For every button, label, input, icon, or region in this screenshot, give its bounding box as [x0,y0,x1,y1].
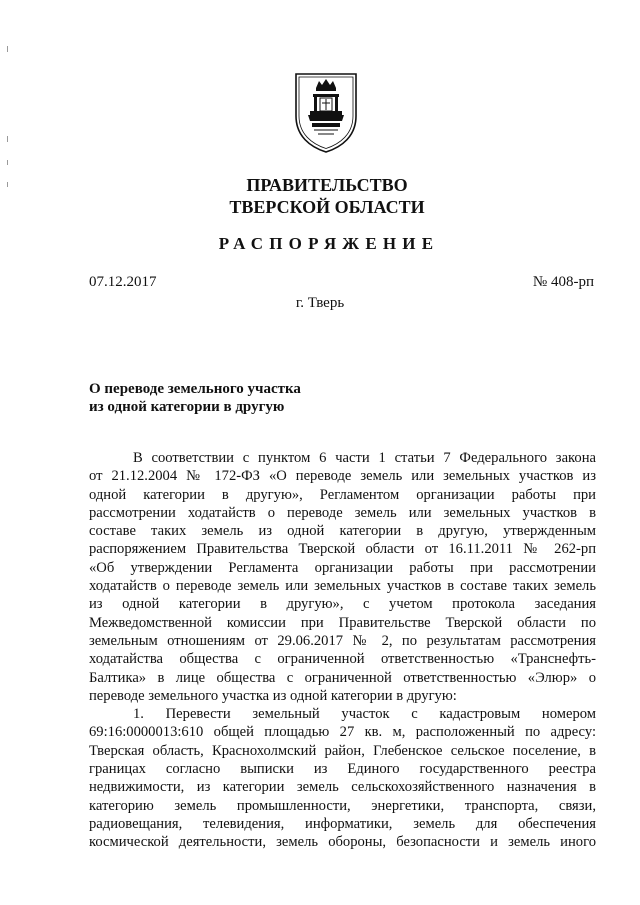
body-line: от 21.12.2004 № 172-ФЗ «О переводе земель или земельных участков из [89,468,596,485]
body-line: переводе земельного участка из одной категории в другую: [89,687,457,704]
body-line: радиовещания, телевидения, информатики, земель для обеспечения [89,815,596,832]
subject-line: О переводе земельного участка [89,381,301,397]
body-line: недвижимости, из категории земель сельскохозяйственного назначения в [89,779,596,796]
body-line: «Об утверждении Регламента организации работы при рассмотрении [89,559,596,576]
document-subject [89,380,389,416]
organization-title-line: ТВЕРСКОЙ ОБЛАСТИ [229,197,425,217]
body-line: одной категории в другую», Регламентом организации работы при [89,486,596,503]
document-date: 07.12.2017 [89,274,157,290]
scan-edge-mark [7,46,8,52]
document-city: г. Тверь [295,295,345,311]
coat-of-arms-icon [292,70,360,154]
body-line: рассмотрении ходатайств о переводе земель или земельных участков в [89,504,596,521]
body-line: Балтика» в лице общества с ограниченной ответственностью «Элюр» о [89,669,596,686]
document-type: РАСПОРЯЖЕНИЕ [218,234,440,253]
body-line: ходатайств о переводе земель или земельных участков в составе таких земель [89,578,596,595]
organization-title [0,174,640,218]
body-line: 69:16:0000013:610 общей площадью 27 кв. м, расположенный по адресу: [89,724,596,741]
scan-edge-mark [7,136,8,142]
body-line: составе таких земель из одной категории в другую, утвержденным [89,523,596,540]
scan-edge-mark [7,160,8,165]
organization-title-line: ПРАВИТЕЛЬСТВО [246,175,408,195]
body-line: из одной категории в другую», с учетом протокола заседания [89,596,596,613]
body-line: распоряжением Правительства Тверской области от 16.11.2011 № 262-рп [89,541,596,558]
body-line: границах согласно выписки из Единого государственного реестра [89,761,596,778]
document-body [89,449,596,852]
body-line: категорию земель промышленности, энергетики, транспорта, связи, [89,797,596,814]
body-line: космической деятельности, земель обороны, безопасности и земель иного [89,834,596,851]
body-line: земельным отношениям от 29.06.2017 № 2, по результатам рассмотрения [89,632,596,649]
document-number: № 408-рп [532,274,594,290]
body-line: В соответствии с пунктом 6 части 1 статьи 7 Федерального закона [133,450,596,466]
subject-line: из одной категории в другую [89,399,285,415]
body-line: 1. Перевести земельный участок с кадастровым номером [133,706,596,723]
body-line: Межведомственной комиссии при Правительстве Тверской области по [89,614,596,631]
body-line: ходатайства общества с ограниченной ответственностью «Транснефть- [89,651,596,668]
body-line: Тверская область, Краснохолмский район, Глебенское сельское поселение, в [89,742,596,759]
